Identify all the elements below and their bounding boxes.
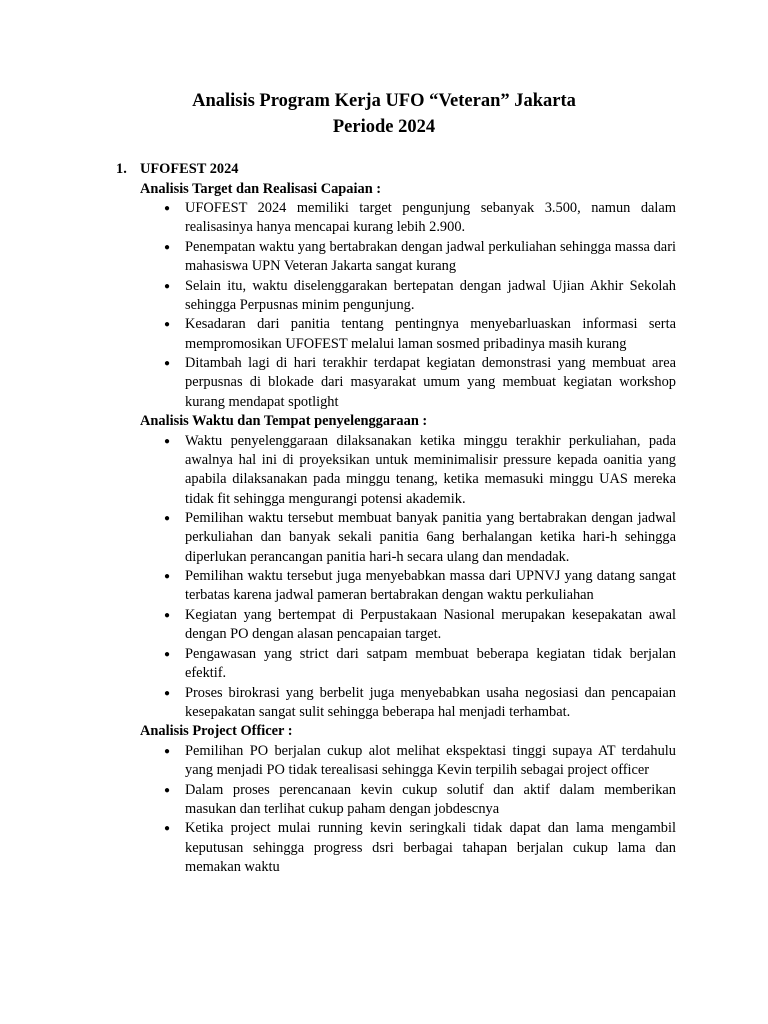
list-item: ● Pengawasan yang strict dari satpam membuat beberapa kegiatan tidak berjalan efektif. xyxy=(116,645,676,684)
section-title: UFOFEST 2024 xyxy=(140,161,239,177)
bullet-list-waktu-tempat xyxy=(116,432,676,722)
list-item: ● Kesadaran dari panitia tentang pentingnya menyebarluaskan informasi serta mempromosikan UFOFEST melalui laman sosmed pribadinya masih kurang xyxy=(116,315,676,354)
bullet-list-project-officer xyxy=(116,742,676,877)
list-item: ● Kegiatan yang bertempat di Perpustakaan Nasional merupakan kesepakatan awal dengan PO dengan alasan pencapaian target. xyxy=(116,606,676,645)
list-item: ● Ketika project mulai running kevin seringkali tidak dapat dan lama mengambil keputusan sehingga progress dsri berbagai tahapan berjalan cukup lama dan memakan waktu xyxy=(116,819,676,877)
subsection-heading-waktu-tempat: Analisis Waktu dan Tempat penyelenggaraan : xyxy=(140,413,428,430)
subsection-heading-project-officer: Analisis Project Officer : xyxy=(140,723,293,740)
document-title: Analisis Program Kerja UFO “Veteran” Jakarta xyxy=(192,91,576,111)
list-item: ● Selain itu, waktu diselenggarakan bertepatan dengan jadwal Ujian Akhir Sekolah sehingga Perpusnas minim pengunjung. xyxy=(116,277,676,316)
list-item: ● Proses birokrasi yang berbelit juga menyebabkan usaha negosiasi dan pencapaian kesepakatan sangat sulit sehingga beberapa hal menjadi terhambat. xyxy=(116,684,676,723)
list-item: ● Ditambah lagi di hari terakhir terdapat kegiatan demonstrasi yang membuat area perpusnas di blokade dari masyarakat umum yang membuat kegiatan workshop kurang mendapat spotlight xyxy=(116,354,676,412)
subsection-heading-target: Analisis Target dan Realisasi Capaian : xyxy=(140,180,382,197)
document-subtitle: Periode 2024 xyxy=(332,117,436,137)
list-item: ● Pemilihan waktu tersebut membuat banyak panitia yang bertabrakan dengan jadwal perkuliahan dan banyak sekali panitia 6ang berhalangan ketika hari-h sehingga diperlukan perancangan panitia hari-h secara ulang dan mendadak. xyxy=(116,509,676,567)
list-item: ● Dalam proses perencanaan kevin cukup solutif dan aktif dalam memberikan masukan dan terlihat cukup paham dengan jobdescnya xyxy=(116,781,676,820)
list-item: ● Pemilihan PO berjalan cukup alot melihat ekspektasi tinggi supaya AT terdahulu yang menjadi PO tidak terealisasi sehingga Kevin terpilih sebagai project officer xyxy=(116,742,676,781)
list-item: ● Pemilihan waktu tersebut juga menyebabkan massa dari UPNVJ yang datang sangat terbatas karena jadwal pameran bertabrakan dengan waktu perkuliahan xyxy=(116,567,676,606)
list-item: ● Waktu penyelenggaraan dilaksanakan ketika minggu terakhir perkuliahan, pada awalnya hal ini di proyeksikan untuk meminimalisir pressure kepada oanitia yang apabila dilaksanakan pada minggu tenang, ketika memasuki minggu UAS mereka tidak fit sehingga mengurangi potensi akademik. xyxy=(116,432,676,509)
section-number: 1. xyxy=(116,161,127,177)
list-item: ● Penempatan waktu yang bertabrakan dengan jadwal perkuliahan sehingga massa dari mahasiswa UPN Veteran Jakarta sangat kurang xyxy=(116,238,676,277)
section-ufofest xyxy=(116,160,676,877)
bullet-list-target xyxy=(116,199,676,412)
section-heading xyxy=(116,160,676,180)
list-item: ● UFOFEST 2024 memiliki target pengunjung sebanyak 3.500, namun dalam realisasinya hanya mencapai kurang lebih 2.900. xyxy=(116,199,676,238)
